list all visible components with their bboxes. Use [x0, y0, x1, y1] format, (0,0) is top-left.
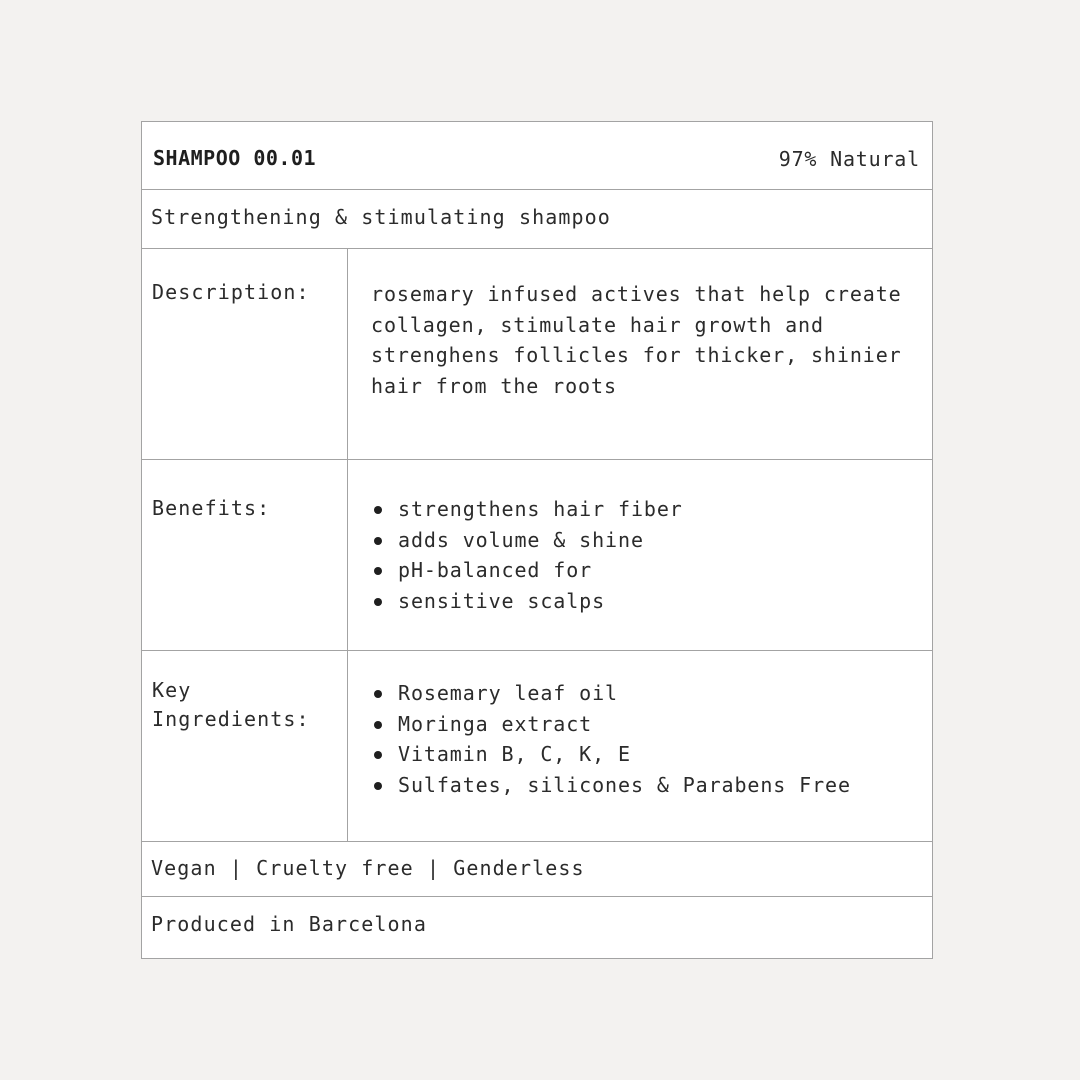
benefits-label: Benefits:: [152, 496, 271, 520]
benefits-list: [371, 494, 916, 616]
description-row: [142, 249, 932, 460]
description-text: rosemary infused actives that help create collagen, stimulate hair growth and strenghens follicles for thicker, shinier hair from the roots: [371, 282, 902, 398]
ingredients-list: [371, 678, 916, 800]
ingredient-item: Vitamin B, C, K, E: [371, 739, 916, 770]
ingredient-item: Moringa extract: [371, 709, 916, 740]
ingredient-item: Rosemary leaf oil: [371, 678, 916, 709]
product-subtitle: Strengthening & stimulating shampoo: [151, 205, 611, 229]
ingredient-item: Sulfates, silicones & Parabens Free: [371, 770, 916, 801]
column-divider: [347, 249, 348, 459]
subtitle-row: [142, 190, 932, 249]
column-divider: [347, 460, 348, 650]
description-label: Description:: [152, 280, 310, 304]
benefits-row: [142, 460, 932, 651]
attributes-row: [142, 842, 932, 897]
ingredients-label: Key Ingredients:: [152, 678, 310, 731]
ingredients-row: [142, 651, 932, 842]
column-divider: [347, 651, 348, 841]
benefit-item: strengthens hair fiber: [371, 494, 916, 525]
product-title: SHAMPOO 00.01: [153, 146, 317, 170]
benefit-item: pH-balanced for: [371, 555, 916, 586]
origin-row: [142, 897, 932, 958]
product-origin: Produced in Barcelona: [151, 912, 427, 936]
benefit-item: sensitive scalps: [371, 586, 916, 617]
header-row: [142, 122, 932, 190]
benefit-item: adds volume & shine: [371, 525, 916, 556]
natural-percent-badge: 97% Natural: [778, 147, 920, 171]
product-attributes: Vegan | Cruelty free | Genderless: [151, 856, 585, 880]
product-info-card: [141, 121, 933, 959]
